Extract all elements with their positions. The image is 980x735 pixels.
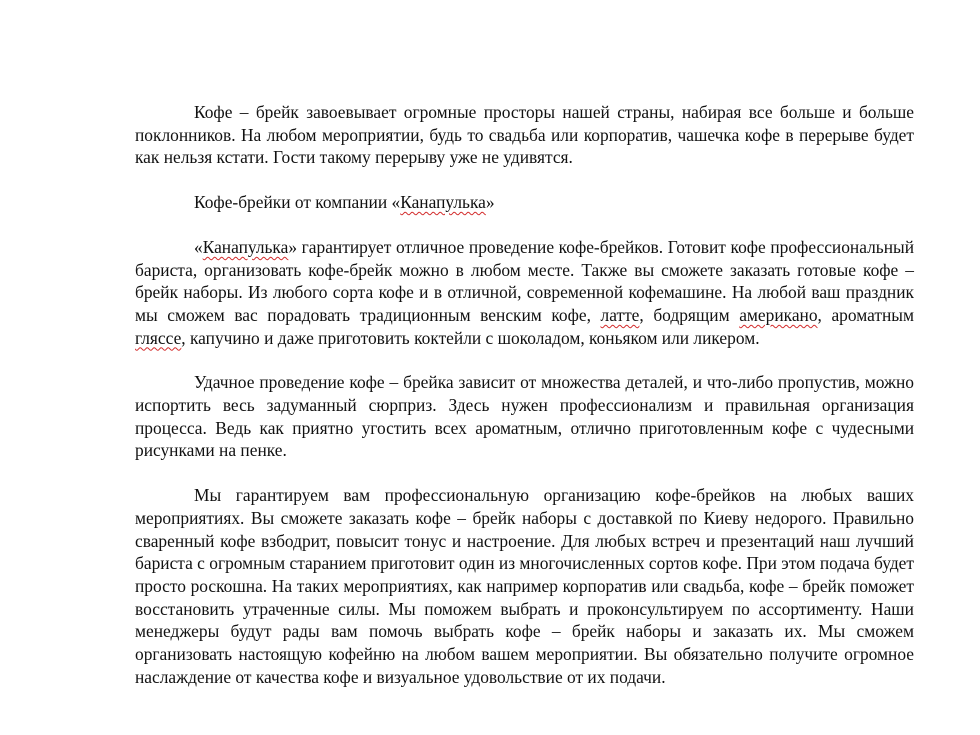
- guarantee-text-end: , капучино и даже приготовить коктейли с шоколадом, коньяком или ликером.: [181, 327, 760, 348]
- paragraph-intro[interactable]: [135, 101, 914, 169]
- guarantee-text: , ароматным: [817, 304, 914, 325]
- guarantee-text: » гарантирует отличное проведение кофе-брейков. Готовит кофе профессиональный бариста, организовать кофе-брейк можно в любом месте. Также вы сможете заказать готовые кофе – брейк наборы. Из любого сорта кофе и в отличной, современной кофемашине. На любой ваш праздник мы сможем вас порадовать традиционным венским кофе,: [135, 236, 914, 325]
- misspelled-word-glyasse[interactable]: гляссе: [135, 327, 182, 348]
- misspelled-word-kanapulka[interactable]: Канапулька: [400, 192, 486, 213]
- misspelled-word-americano[interactable]: американо: [739, 304, 818, 325]
- misspelled-word-latte[interactable]: латте: [600, 304, 640, 325]
- intro-text: Кофе – брейк завоевывает огромные просторы нашей страны, набирая все больше и больше поклонников. На любом мероприятии, будь то свадьба или корпоратив, чашечка кофе в перерыве будет как нельзя кстати. Гости такому перерыву уже не удивятся.: [135, 102, 914, 168]
- paragraph-services[interactable]: [135, 484, 914, 688]
- document-body[interactable]: [135, 101, 914, 688]
- heading-text-start: Кофе-брейки от компании «: [194, 192, 401, 213]
- paragraph-success[interactable]: [135, 371, 914, 462]
- paragraph-guarantee[interactable]: [135, 236, 914, 350]
- heading-text-end: »: [485, 192, 495, 213]
- misspelled-word-kanapulka[interactable]: Канапулька: [202, 236, 289, 257]
- services-text: Мы гарантируем вам профессиональную организацию кофе-брейков на любых ваших мероприятиях. Вы сможете заказать кофе – брейк наборы с доставкой по Киеву недорого. Правильно сваренный кофе взбодрит, повысит тонус и настроение. Для любых встреч и презентаций наш лучший бариста с огромным старанием приготовит один из многочисленных сортов кофе. При этом подача будет просто роскошна. На таких мероприятиях, как например корпоратив или свадьба, кофе – брейк поможет восстановить утраченные силы. Мы поможем выбрать и проконсультируем по ассортименту. Наши менеджеры будут рады вам помочь выбрать кофе – брейк наборы и заказать их. Мы сможем организовать настоящую кофейню на любом вашем мероприятии. Вы обязательно получите огромное наслаждение от качества кофе и визуальное удовольствие от их подачи.: [135, 485, 914, 687]
- paragraph-heading[interactable]: [135, 191, 914, 214]
- guarantee-quote-open: «: [194, 236, 203, 257]
- success-text: Удачное проведение кофе – брейка зависит от множества деталей, и что-либо пропустив, можно испортить весь задуманный сюрприз. Здесь нужен профессионализм и правильная организация процесса. Ведь как приятно угостить всех ароматным, отлично приготовленным кофе с чудесными рисунками на пенке.: [135, 372, 914, 461]
- guarantee-text: , бодрящим: [639, 304, 740, 325]
